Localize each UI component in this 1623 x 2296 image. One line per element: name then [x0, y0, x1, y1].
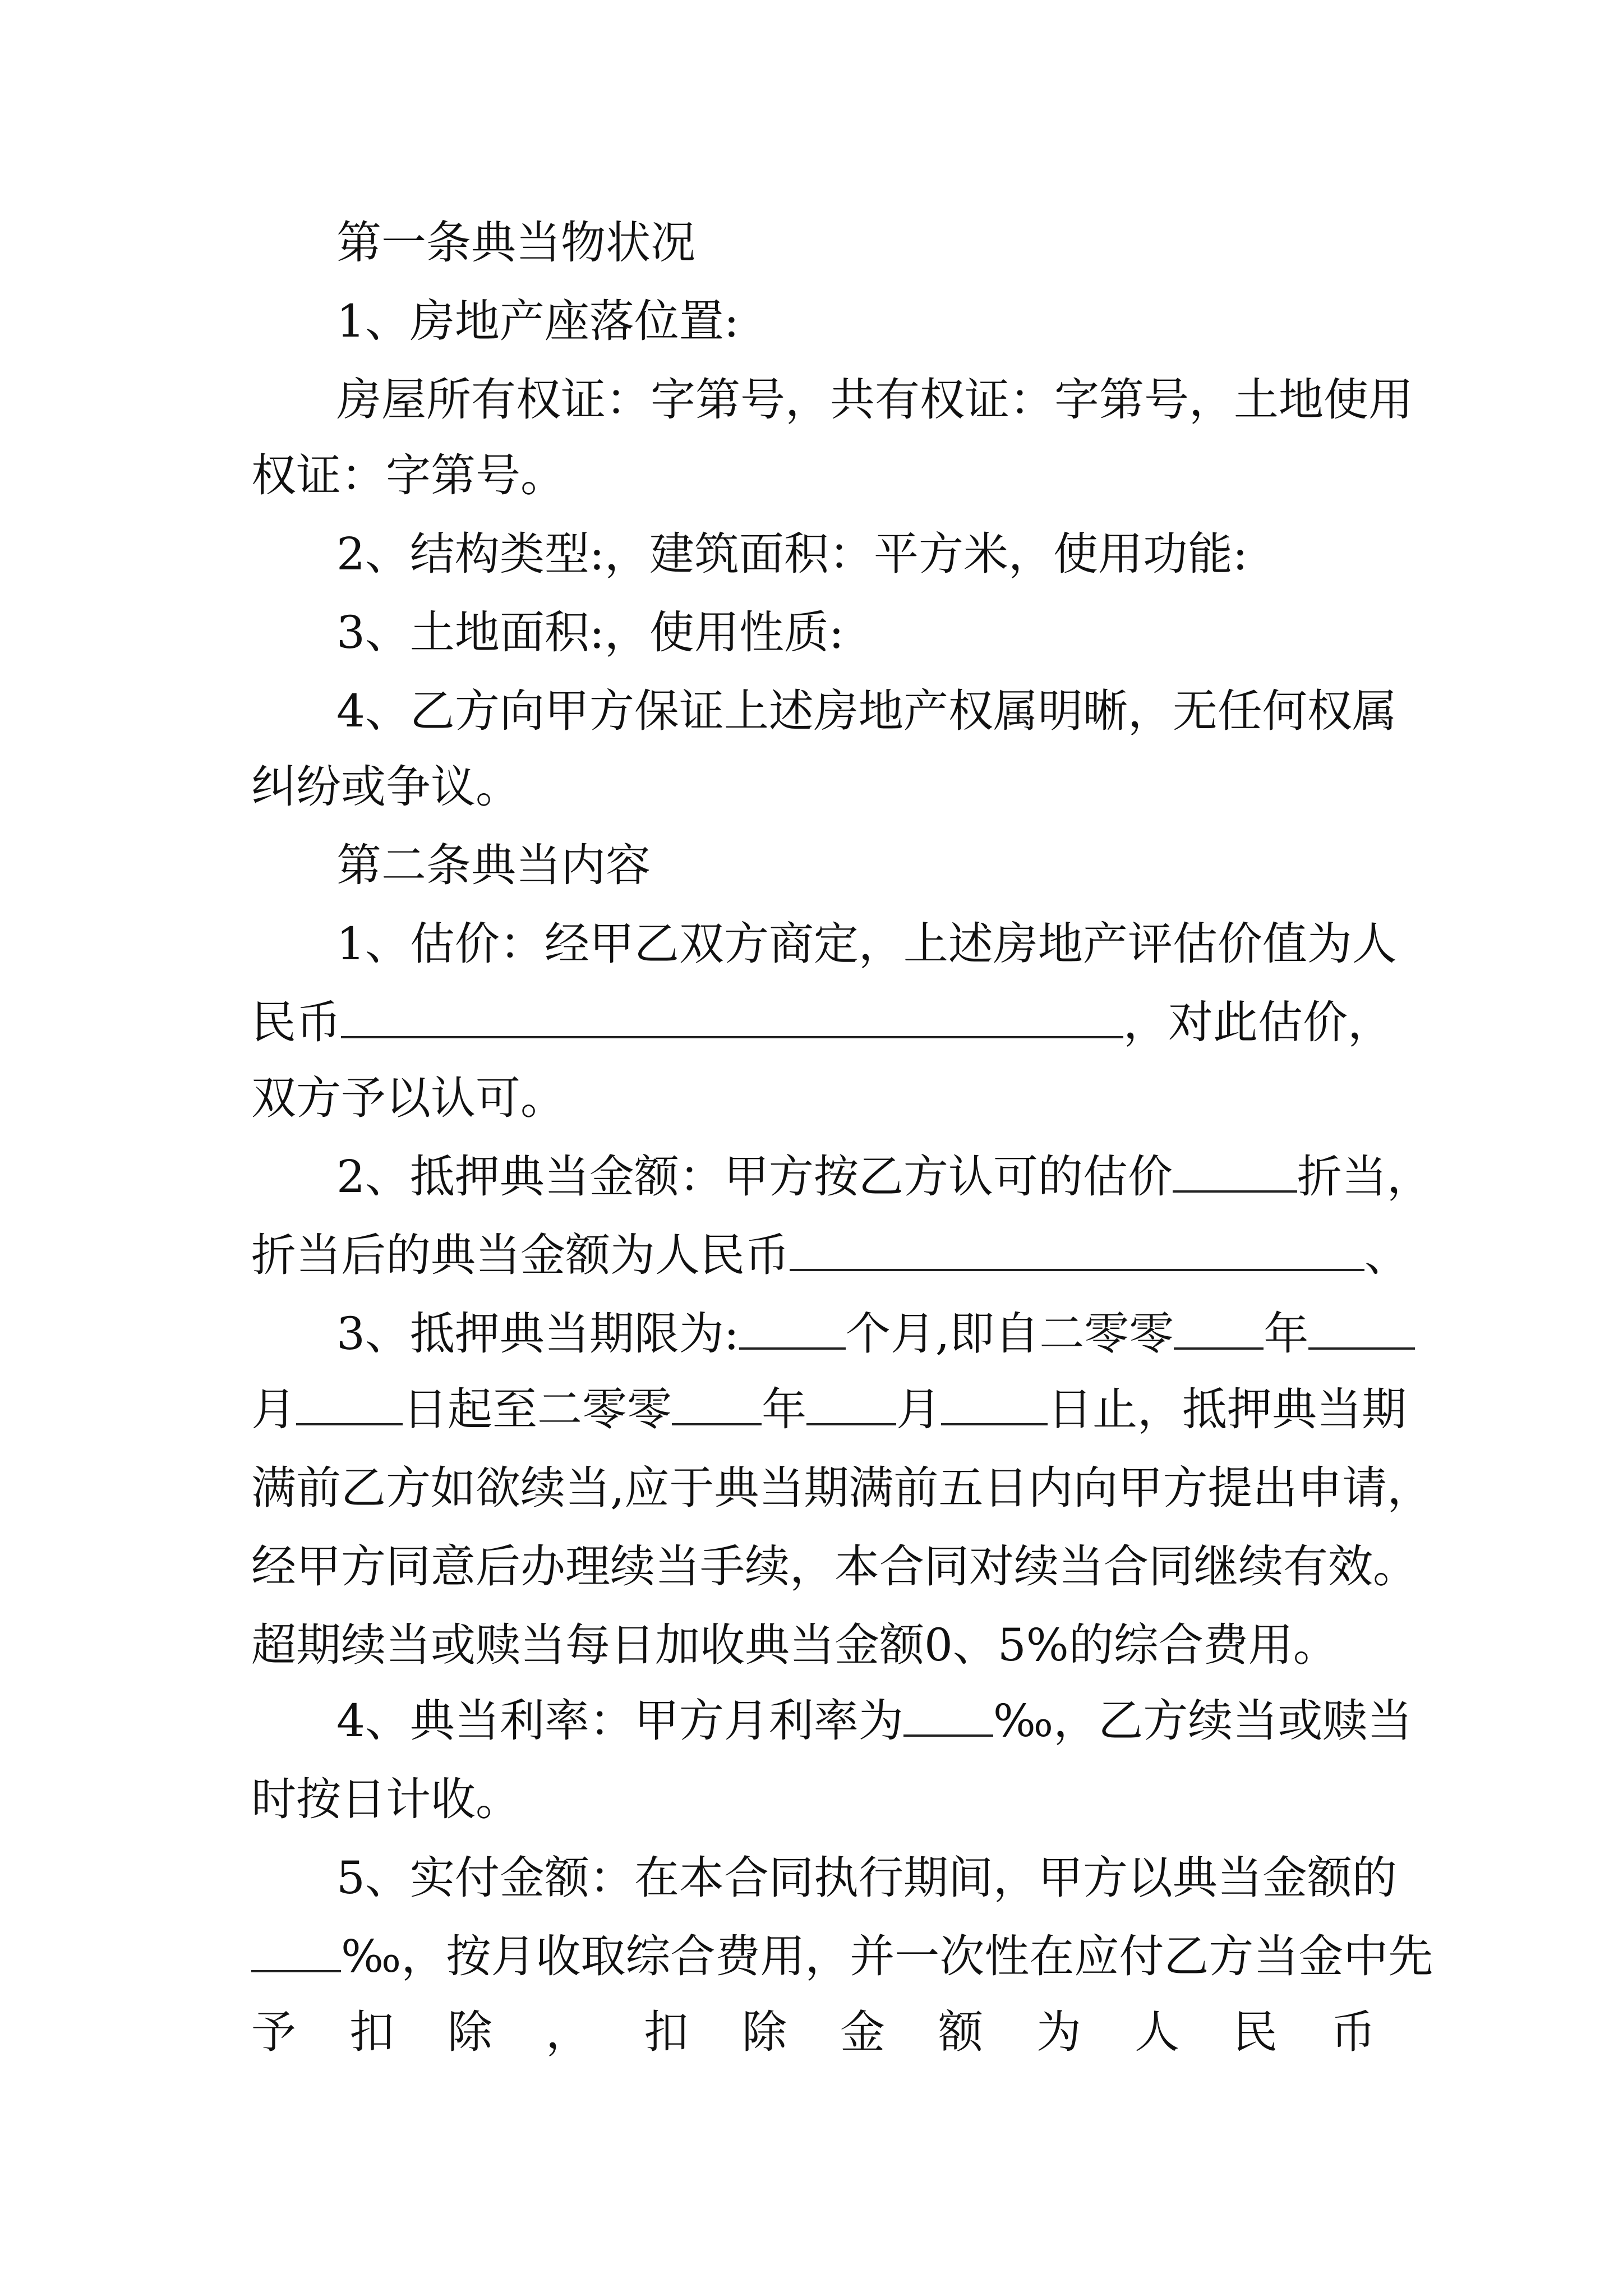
text-segment: 日止，抵押典当期	[1048, 1383, 1407, 1435]
text-segment: 个月,即自二零零	[845, 1308, 1174, 1360]
text-segment: 、	[1364, 1229, 1409, 1281]
justified-char: 予	[251, 2006, 296, 2058]
text-segment: ‰，乙方续当或赎当	[993, 1695, 1413, 1747]
text-segment: 月	[896, 1383, 941, 1435]
paragraph-line: 房屋所有权证：字第号，共有权证：字第号，土地使用	[336, 374, 1413, 426]
text-segment: 折当后的典当金额为人民币	[251, 1229, 790, 1281]
paragraph-line: 超期续当或赎当每日加收典当金额0、5%的综合费用。	[251, 1619, 1338, 1671]
paragraph-line	[0, 1139, 1623, 1215]
paragraph-line: 满前乙方如欲续当,应于典当期满前五日内向甲方提出申请，	[251, 1462, 1432, 1514]
paragraph-line	[0, 1918, 1623, 1995]
paragraph-line	[0, 1372, 1623, 1448]
text-segment: 月	[251, 1383, 296, 1435]
justified-char: 人	[1135, 2006, 1179, 2058]
fill-blank	[341, 984, 1123, 1038]
fill-blank	[296, 1372, 403, 1425]
fill-blank	[672, 1372, 762, 1425]
text-segment: 折当，	[1297, 1151, 1432, 1203]
text-segment: 年	[762, 1383, 806, 1435]
fill-blank	[806, 1372, 896, 1425]
fill-blank	[1173, 1139, 1297, 1193]
text-segment: ，对此估价，	[1123, 996, 1393, 1048]
section-heading-2: 第二条典当内容	[336, 839, 651, 891]
paragraph-line	[0, 1217, 1623, 1294]
paragraph-line: 3、土地面积:，使用性质:	[336, 606, 844, 659]
fill-blank	[739, 1296, 846, 1350]
paragraph-line: 5、实付金额：在本合同执行期间，甲方以典当金额的	[336, 1852, 1397, 1904]
fill-blank	[1308, 1296, 1415, 1350]
justified-char: 扣	[349, 2006, 394, 2058]
paragraph-line	[0, 1683, 1623, 1759]
paragraph-line: 双方予以认可。	[251, 1072, 565, 1124]
justified-char: ，	[546, 2006, 591, 2058]
paragraph-line: 纠纷或争议。	[251, 761, 520, 813]
paragraph-line: 经甲方同意后办理续当手续，本合同对续当合同继续有效。	[251, 1540, 1418, 1593]
text-segment: 年	[1264, 1308, 1309, 1360]
justified-char: 币	[1331, 2006, 1376, 2058]
text-segment: 3、抵押典当期限为:	[336, 1308, 739, 1360]
justified-char: 民	[1233, 2006, 1278, 2058]
fill-blank	[790, 1217, 1364, 1271]
paragraph-line: 1、估价：经甲乙双方商定，上述房地产评估价值为人	[336, 918, 1397, 970]
text-segment: ‰，按月收取综合费用，并一次性在应付乙方当金中先	[341, 1930, 1433, 1982]
justified-char: 为	[1036, 2006, 1081, 2058]
paragraph-line: 1、房地产座落位置:	[336, 295, 739, 347]
text-segment: 日起至二零零	[403, 1383, 672, 1435]
paragraph-line: 4、乙方向甲方保证上述房地产权属明晰，无任何权属	[336, 685, 1397, 737]
fill-blank	[1174, 1296, 1264, 1350]
justified-char: 除	[742, 2006, 787, 2058]
justified-line	[251, 1994, 1376, 2070]
justified-char: 除	[448, 2006, 492, 2058]
text-segment: 2、抵押典当金额：甲方按乙方认可的估价	[336, 1151, 1173, 1203]
justified-char: 扣	[644, 2006, 689, 2058]
justified-char: 额	[938, 2006, 983, 2058]
justified-char: 金	[840, 2006, 885, 2058]
fill-blank	[941, 1372, 1048, 1425]
paragraph-line: 权证：字第号。	[251, 449, 565, 501]
text-segment: 4、典当利率：甲方月利率为	[336, 1695, 903, 1747]
text-segment: 民币	[251, 996, 341, 1048]
paragraph-line	[0, 984, 1623, 1061]
fill-blank	[251, 1918, 341, 1972]
paragraph-line: 2、结构类型:，建筑面积：平方米，使用功能:	[336, 528, 1248, 580]
fill-blank	[903, 1683, 993, 1737]
paragraph-line: 时按日计收。	[251, 1773, 520, 1825]
paragraph-line	[0, 1296, 1623, 1372]
section-heading-1: 第一条典当物状况	[336, 217, 695, 269]
